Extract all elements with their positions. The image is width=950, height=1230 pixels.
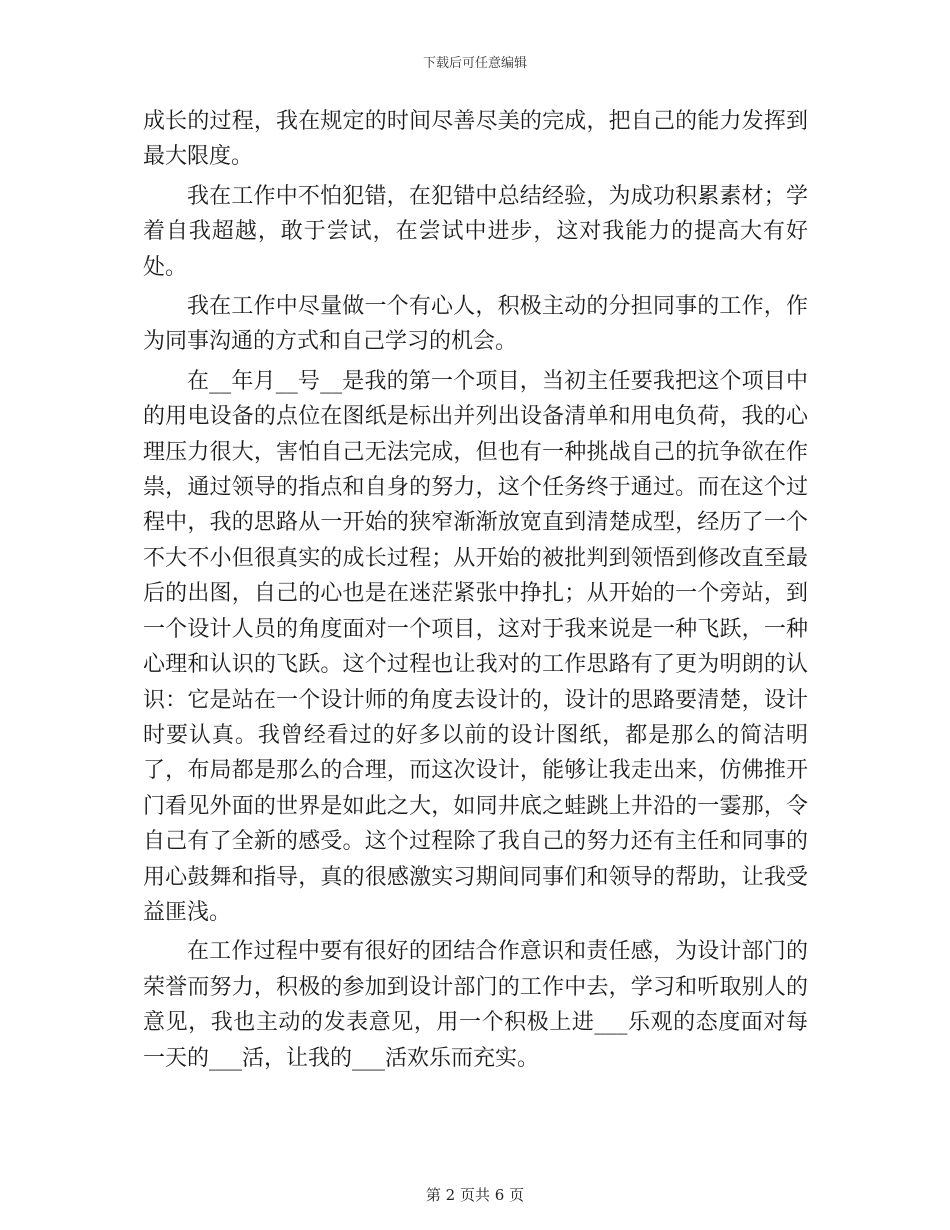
- paragraph-2: 我在工作中不怕犯错，在犯错中总结经验，为成功积累素材；学着自我超越，敢于尝试，在尝试中进步，这对我能力的提高大有好处。: [143, 183, 808, 280]
- paragraph-1: 成长的过程，我在规定的时间尽善尽美的完成，把自己的能力发挥到最大限度。: [143, 109, 808, 170]
- paragraph-4: 在__年月__号__是我的第一个项目，当初主任要我把这个项目中的用电设备的点位在图纸是标出并列出设备清单和用电负荷，我的心理压力很大，害怕自己无法完成，但也有一种挑战自己的抗争欲在作祟，通过领导的指点和自身的努力，这个任务终于通过。而在这个过程中，我的思路从一开始的狭窄渐渐放宽直到清楚成型，经历了一个不大不小但很真实的成长过程；从开始的被批判到领悟到修改直至最后的出图，自己的心也是在迷茫紧张中挣扎；从开始的一个旁站，到一个设计人员的角度面对一个项目，这对于我来说是一种飞跃，一种心理和认识的飞跃。这个过程也让我对的工作思路有了更为明朗的认识：它是站在一个设计师的角度去设计的，设计的思路要清楚，设计时要认真。我曾经看过的好多以前的设计图纸，都是那么的简洁明了，布局都是那么的合理，而这次设计，能够让我走出来，仿佛推开门看见外面的世界是如此之大，如同井底之蛙跳上井沿的一霎那，令自己有了全新的感受。这个过程除了我自己的努力还有主任和同事的用心鼓舞和指导，真的很感激实习期间同事们和领导的帮助，让我受益匪浅。: [143, 368, 808, 925]
- document-body: [143, 104, 808, 1080]
- page-header: 下载后可任意编辑: [422, 56, 527, 71]
- paragraph-3: 我在工作中尽量做一个有心人，积极主动的分担同事的工作，作为同事沟通的方式和自己学习的机会。: [143, 294, 808, 355]
- page-footer: 第 2 页共 6 页: [425, 1186, 525, 1204]
- paragraph-5: 在工作过程中要有很好的团结合作意识和责任感，为设计部门的荣誉而努力，积极的参加到设计部门的工作中去，学习和听取别人的意见，我也主动的发表意见，用一个积极上进___乐观的态度面对每一天的___活，让我的___活欢乐而充实。: [143, 939, 808, 1071]
